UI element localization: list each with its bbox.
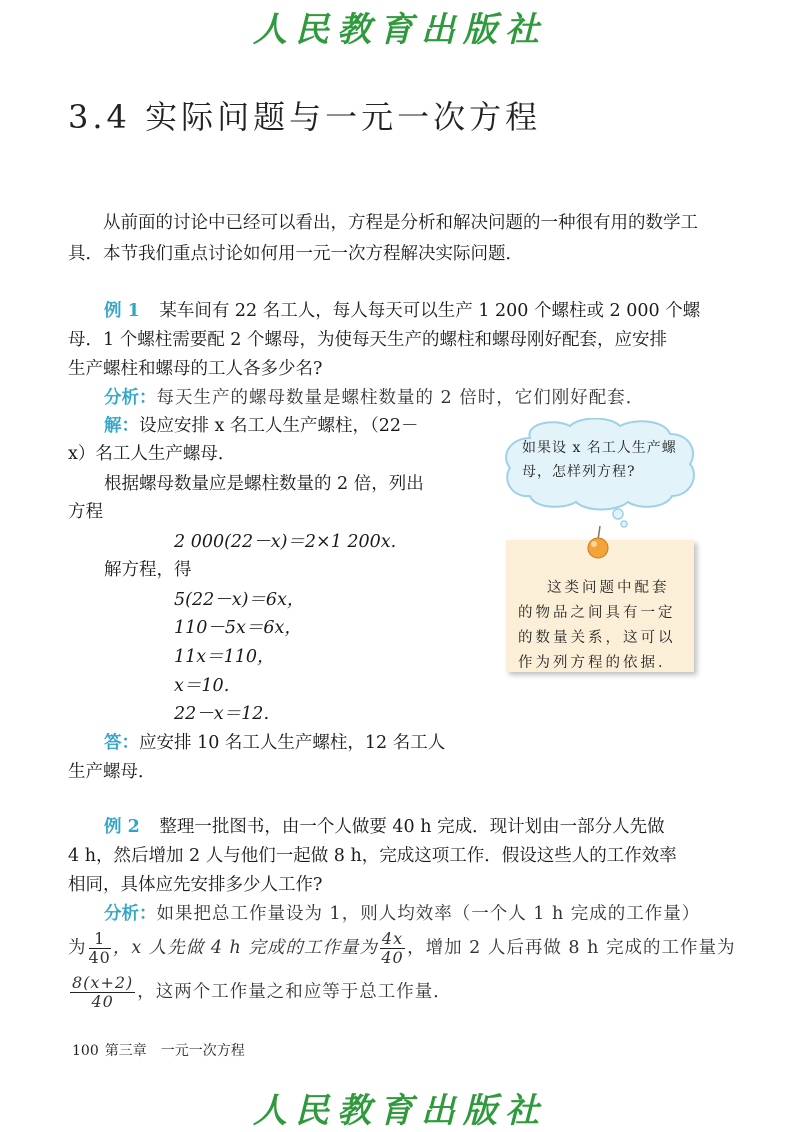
example-1-solution-line-4: 方程 (68, 502, 103, 522)
publisher-watermark: 人民教育出版社 (253, 10, 547, 50)
analysis-label: 分析： (104, 904, 157, 924)
example-1-analysis: 分析：每天生产的螺母数量是螺柱数量的 2 倍时，它们刚好配套． (104, 388, 645, 408)
solution-step: x＝10． (174, 676, 242, 696)
sticky-note-text: 这类问题中配套的物品之间具有一定的数量关系，这可以作为列方程的依据． (518, 580, 676, 671)
example-1-answer-line-1: 答：应安排 10 名工人生产螺柱，12 名工人 (104, 733, 446, 753)
analysis-label: 分析： (104, 388, 157, 408)
example-1-solution-line-3: 根据螺母数量应是螺柱数量的 2 倍，列出 (104, 474, 424, 494)
page-footer (72, 1040, 245, 1060)
sticky-note (506, 540, 694, 672)
example-1-answer-line-2: 生产螺母． (68, 762, 156, 782)
example-1-equation: 2 000(22－x)＝2×1 200x. (174, 532, 397, 552)
publisher-watermark: 人民教育出版社 (253, 1091, 547, 1131)
example-1-label: 例 1 (104, 301, 140, 321)
example-1-solve-intro: 解方程，得 (104, 560, 192, 580)
example-1-solution-line-2: x）名工人生产螺母． (68, 444, 236, 464)
example-2-problem-line-1: 例 2 整理一批图书，由一个人做要 40 h 完成．现计划由一部分人先做 (104, 817, 665, 837)
example-2-analysis-line-3: $\frac{8(x+2)}{40}$ ，这两个工作量之和应等于总工作量． (72, 973, 452, 1011)
fraction: $\frac{8(x+2)}{40}$ (72, 973, 134, 1011)
solution-step: 22－x＝12． (174, 704, 281, 724)
solution-step: 5(22－x)＝6x， (174, 590, 305, 610)
example-2-problem-line-2: 4 h，然后增加 2 人与他们一起做 8 h，完成这项工作．假设这些人的工作效率 (68, 846, 677, 866)
chapter-title: 第三章 一元一次方程 (104, 1043, 245, 1059)
example-2-analysis-line-2: 为 $\frac{1}{40}$ ，x 人先做 4 h 完成的工作量为 $\frac{4x}{40}$ ，增加 2 人后再做 8 h 完成的工作量为 (68, 929, 736, 967)
example-2-problem-line-3: 相同，具体应先安排多少人工作? (68, 875, 323, 895)
example-1-problem-line-1: 例 1 某车间有 22 名工人，每人每天可以生产 1 200 个螺柱或 2 000 个螺 (104, 301, 701, 321)
pushpin-icon (586, 526, 612, 560)
example-1-solution-line-1: 解：设应安排 x 名工人生产螺柱，（22－ (104, 416, 419, 436)
solution-step: 110－5x＝6x， (174, 618, 302, 638)
example-2-analysis-line-1: 分析：如果把总工作量设为 1，则人均效率（一个人 1 h 完成的工作量） (104, 904, 701, 924)
page-number: 100 (72, 1043, 99, 1059)
fraction: $\frac{1}{40}$ (88, 929, 111, 967)
solution-step: 11x＝110， (174, 647, 275, 667)
thought-bubble (500, 418, 700, 506)
answer-label: 答： (104, 733, 139, 753)
example-1-problem-line-2: 母．1 个螺柱需要配 2 个螺母，为使每天生产的螺柱和螺母刚好配套，应安排 (68, 330, 667, 350)
solution-label: 解： (104, 416, 139, 436)
fraction: $\frac{4x}{40}$ (381, 929, 404, 967)
thought-bubble-text: 如果设 x 名工人生产螺母，怎样列方程? (522, 440, 677, 480)
example-1-problem-line-3: 生产螺柱和螺母的工人各多少名? (68, 359, 323, 379)
example-2-label: 例 2 (104, 817, 140, 837)
section-title: 3.4 实际问题与一元一次方程 (68, 98, 542, 136)
intro-paragraph: 从前面的讨论中已经可以看出，方程是分析和解决问题的一种很有用的数学工具．本节我们重点讨论如何用一元一次方程解决实际问题． (68, 213, 698, 264)
